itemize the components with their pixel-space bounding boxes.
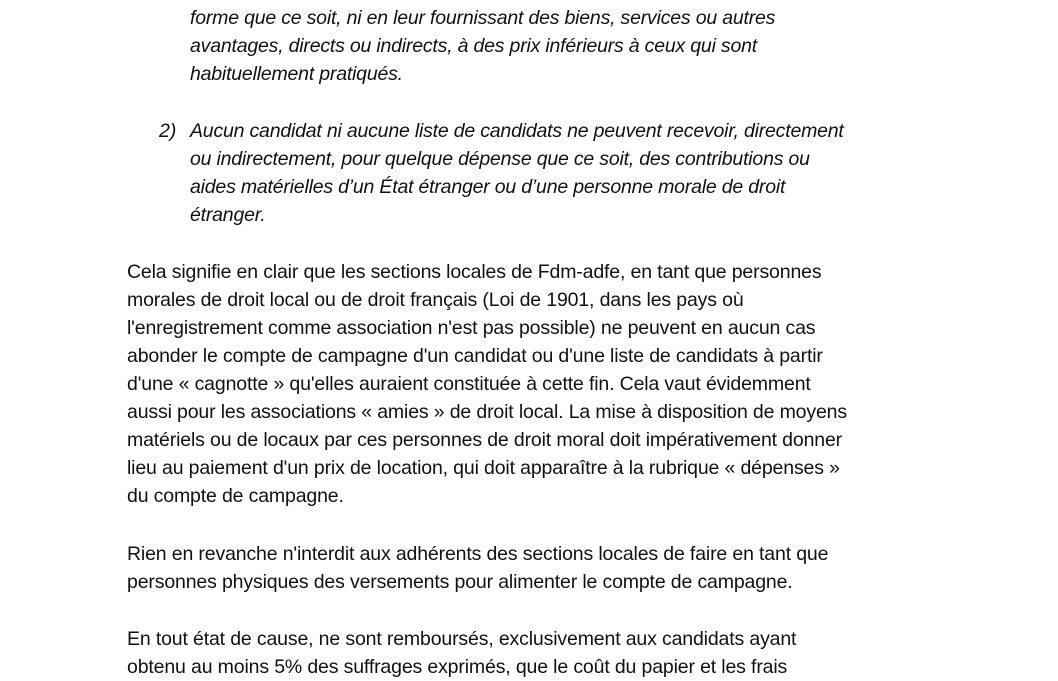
list-number: 2) (159, 120, 177, 142)
text-line: étranger. (190, 204, 266, 226)
text-line: aussi pour les associations « amies » de droit local. La mise à disposition de moyens (127, 401, 847, 423)
text-line: forme que ce soit, ni en leur fournissant des biens, services ou autres (190, 7, 776, 29)
text-line: aides matérielles d’un État étranger ou d’une personne morale de droit (190, 176, 786, 198)
text-line: abonder le compte de campagne d'un candidat ou d'une liste de candidats à partir (127, 345, 823, 367)
text-line: d'une « cagnotte » qu'elles auraient constituée à cette fin. Cela vaut évidemment (127, 373, 811, 395)
text-line: En tout état de cause, ne sont remboursés, exclusivement aux candidats ayant (127, 628, 797, 650)
text-line: obtenu au moins 5% des suffrages exprimés, que le coût du papier et les frais (127, 656, 788, 678)
text-line: lieu au paiement d'un prix de location, qui doit apparaître à la rubrique « dépenses » (127, 457, 840, 479)
text-line: morales de droit local ou de droit français (Loi de 1901, dans les pays où (127, 289, 744, 311)
text-line: Rien en revanche n'interdit aux adhérents des sections locales de faire en tant que (127, 543, 829, 565)
text-line: matériels ou de locaux par ces personnes de droit moral doit impérativement donner (127, 429, 842, 451)
text-line: Cela signifie en clair que les sections locales de Fdm-adfe, en tant que personnes (127, 261, 822, 283)
text-line: ou indirectement, pour quelque dépense que ce soit, des contributions ou (190, 148, 810, 170)
text-line: avantages, directs ou indirects, à des prix inférieurs à ceux qui sont (190, 35, 757, 57)
text-line: personnes physiques des versements pour alimenter le compte de campagne. (127, 571, 793, 593)
text-line: du compte de campagne. (127, 485, 344, 507)
text-line: habituellement pratiqués. (190, 63, 403, 85)
text-line: Aucun candidat ni aucune liste de candidats ne peuvent recevoir, directement (190, 120, 844, 142)
text-line: l'enregistrement comme association n'est pas possible) ne peuvent en aucun cas (127, 317, 816, 339)
